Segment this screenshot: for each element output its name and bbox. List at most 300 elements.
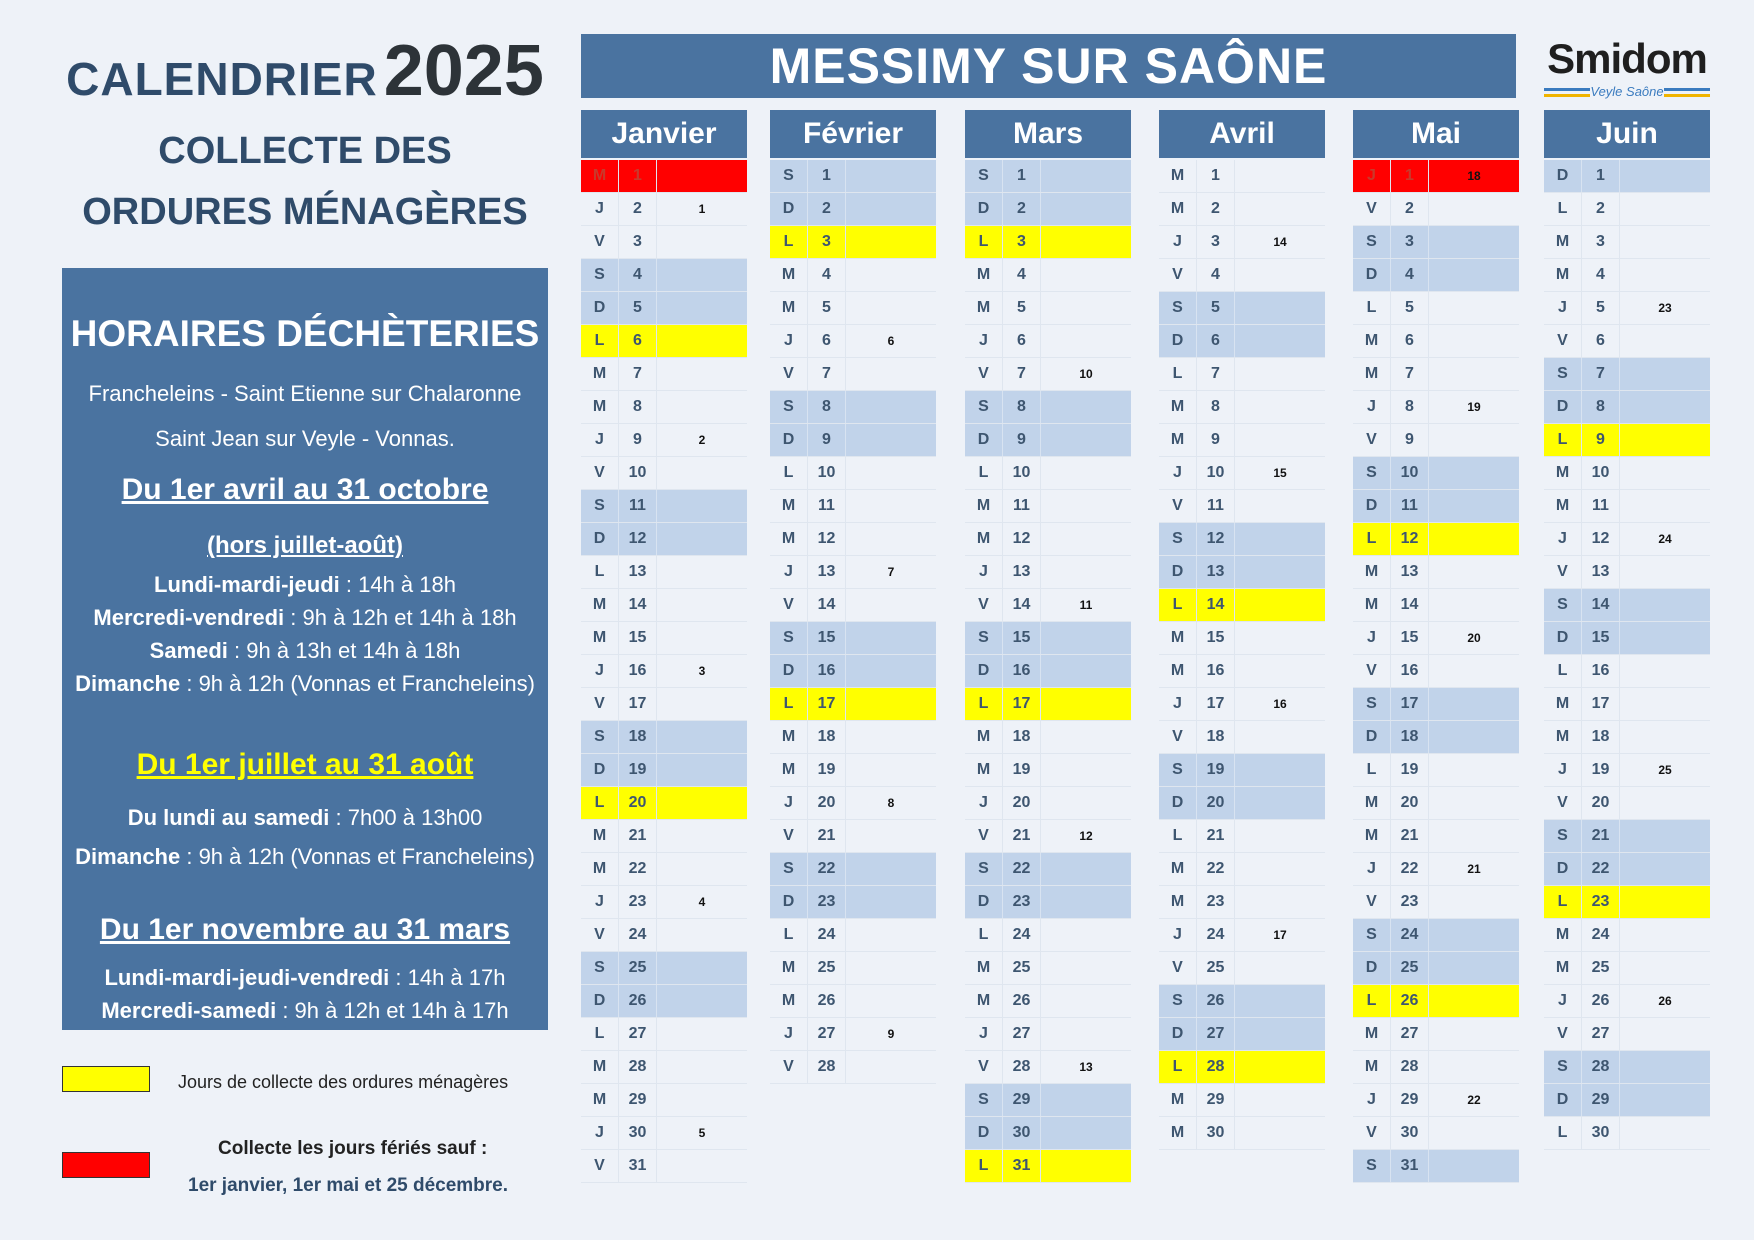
day-letter: S <box>770 622 808 654</box>
day-number: 20 <box>1582 787 1620 819</box>
day-row <box>581 820 747 853</box>
day-letter: J <box>1544 754 1582 786</box>
week-number: 7 <box>887 565 895 579</box>
week-number <box>1429 358 1519 390</box>
day-letter: L <box>581 556 619 588</box>
day-letter: L <box>1159 820 1197 852</box>
day-letter: J <box>770 325 808 357</box>
week-number <box>1041 160 1131 192</box>
day-row <box>1159 721 1325 754</box>
day-row <box>770 721 936 754</box>
day-row <box>965 787 1131 820</box>
week-number <box>1041 688 1131 720</box>
day-number: 12 <box>1003 523 1041 555</box>
day-row <box>1159 193 1325 226</box>
day-number: 18 <box>1003 721 1041 753</box>
period-1-title: Du 1er avril au 31 octobre <box>121 473 489 506</box>
day-letter: V <box>1353 886 1391 918</box>
week-number <box>657 490 747 522</box>
week-number <box>1041 754 1131 786</box>
day-row <box>1353 787 1519 820</box>
day-letter: V <box>1353 193 1391 225</box>
week-number <box>846 193 936 225</box>
day-number: 15 <box>1582 622 1620 654</box>
week-number: 11 <box>1079 598 1093 612</box>
day-row <box>1544 622 1710 655</box>
day-row <box>965 1051 1131 1084</box>
day-letter: M <box>770 952 808 984</box>
day-letter: J <box>965 325 1003 357</box>
day-row <box>581 919 747 952</box>
day-letter: D <box>1544 853 1582 885</box>
day-row <box>965 358 1131 391</box>
smidom-logo <box>1536 36 1718 106</box>
week-number <box>1620 1084 1710 1116</box>
day-number: 21 <box>619 820 657 852</box>
week-number <box>1429 259 1519 291</box>
day-row <box>1353 424 1519 457</box>
week-number <box>1235 325 1325 357</box>
day-number: 9 <box>619 424 657 456</box>
day-row <box>1544 985 1710 1018</box>
day-letter: M <box>965 523 1003 555</box>
day-row <box>770 952 936 985</box>
day-number: 15 <box>1003 622 1041 654</box>
day-row <box>965 160 1131 193</box>
day-number: 9 <box>1582 424 1620 456</box>
day-letter: V <box>581 226 619 258</box>
day-row <box>581 1051 747 1084</box>
schedule-value: : 14h à 18h <box>339 572 456 597</box>
week-number <box>1041 622 1131 654</box>
day-row <box>770 787 936 820</box>
week-number <box>1235 886 1325 918</box>
day-letter: L <box>1159 589 1197 621</box>
day-number: 2 <box>619 193 657 225</box>
day-row <box>1159 292 1325 325</box>
week-number <box>657 721 747 753</box>
day-number: 8 <box>808 391 846 423</box>
day-letter: V <box>1353 1117 1391 1149</box>
day-number: 1 <box>808 160 846 192</box>
week-number: 20 <box>1467 631 1481 645</box>
day-number: 2 <box>1197 193 1235 225</box>
day-row <box>770 358 936 391</box>
day-row <box>965 688 1131 721</box>
day-row <box>1159 358 1325 391</box>
day-number: 29 <box>619 1084 657 1116</box>
period-1-line <box>62 671 548 697</box>
week-number <box>1620 622 1710 654</box>
day-row <box>1353 1018 1519 1051</box>
day-number: 13 <box>1582 556 1620 588</box>
day-letter: J <box>1353 1084 1391 1116</box>
day-row <box>770 259 936 292</box>
day-row <box>1544 886 1710 919</box>
day-number: 22 <box>1197 853 1235 885</box>
day-number: 19 <box>1582 754 1620 786</box>
week-number <box>657 985 747 1017</box>
week-number <box>1235 1084 1325 1116</box>
day-number: 17 <box>1003 688 1041 720</box>
week-number: 5 <box>698 1126 706 1140</box>
day-row <box>770 523 936 556</box>
day-letter: D <box>965 655 1003 687</box>
day-number: 26 <box>1003 985 1041 1017</box>
day-row <box>1544 325 1710 358</box>
week-number <box>846 919 936 951</box>
day-row <box>770 820 936 853</box>
subtitle-line-1: COLLECTE DES <box>158 130 452 172</box>
day-letter: L <box>965 1150 1003 1182</box>
day-letter: V <box>770 1051 808 1083</box>
day-row <box>965 556 1131 589</box>
day-number: 6 <box>1197 325 1235 357</box>
schedule-label: Du lundi au samedi <box>127 805 330 830</box>
day-letter: D <box>1159 556 1197 588</box>
day-letter: M <box>770 292 808 324</box>
day-row <box>770 853 936 886</box>
day-letter: L <box>1544 424 1582 456</box>
week-number <box>846 754 936 786</box>
day-row <box>1159 556 1325 589</box>
day-number: 21 <box>1003 820 1041 852</box>
day-number: 18 <box>1582 721 1620 753</box>
day-number: 10 <box>808 457 846 489</box>
day-number: 9 <box>1391 424 1429 456</box>
week-number <box>657 160 747 192</box>
day-number: 19 <box>1003 754 1041 786</box>
week-number <box>1620 655 1710 687</box>
location-line-2: Saint Jean sur Veyle - Vonnas. <box>155 426 455 451</box>
day-number: 25 <box>1391 952 1429 984</box>
week-number <box>1429 490 1519 522</box>
day-row <box>1353 490 1519 523</box>
day-number: 28 <box>1197 1051 1235 1083</box>
week-number: 2 <box>698 433 706 447</box>
week-number <box>1235 655 1325 687</box>
day-number: 4 <box>1197 259 1235 291</box>
day-row <box>581 787 747 820</box>
week-number <box>1235 952 1325 984</box>
period-3-title: Du 1er novembre au 31 mars <box>99 913 511 946</box>
schedule-label: Mercredi-samedi <box>101 998 277 1023</box>
day-number: 25 <box>1582 952 1620 984</box>
day-letter: J <box>1353 160 1391 192</box>
week-number <box>1235 193 1325 225</box>
week-number <box>1429 1018 1519 1050</box>
day-letter: D <box>581 523 619 555</box>
schedule-value: : 7h00 à 13h00 <box>329 805 483 830</box>
week-number <box>1235 160 1325 192</box>
day-number: 28 <box>619 1051 657 1083</box>
day-number: 7 <box>1582 358 1620 390</box>
day-row <box>1353 754 1519 787</box>
day-letter: S <box>1353 226 1391 258</box>
day-row <box>770 424 936 457</box>
week-number <box>846 358 936 390</box>
day-number: 18 <box>808 721 846 753</box>
day-letter: V <box>1544 787 1582 819</box>
day-row <box>1353 556 1519 589</box>
day-number: 25 <box>619 952 657 984</box>
day-row <box>1544 952 1710 985</box>
day-number: 25 <box>808 952 846 984</box>
day-letter: J <box>1544 523 1582 555</box>
week-number <box>846 688 936 720</box>
week-number <box>1235 523 1325 555</box>
day-row <box>1353 886 1519 919</box>
day-number: 24 <box>619 919 657 951</box>
day-row <box>1353 292 1519 325</box>
week-number <box>1429 226 1519 258</box>
day-number: 5 <box>1582 292 1620 324</box>
hours-heading: HORAIRES DÉCHÈTERIES <box>70 313 540 354</box>
day-number: 26 <box>1582 985 1620 1017</box>
day-number: 21 <box>1391 820 1429 852</box>
day-row <box>965 457 1131 490</box>
day-number: 13 <box>808 556 846 588</box>
day-row <box>770 160 936 193</box>
day-row <box>1544 226 1710 259</box>
day-letter: M <box>1544 688 1582 720</box>
week-number <box>657 754 747 786</box>
day-row <box>1159 325 1325 358</box>
week-number <box>1235 1051 1325 1083</box>
day-letter: D <box>1544 160 1582 192</box>
week-number <box>657 1018 747 1050</box>
week-number <box>1041 919 1131 951</box>
day-row <box>1159 787 1325 820</box>
month-header: Janvier <box>581 110 747 158</box>
schedule-value: : 9h à 13h et 14h à 18h <box>227 638 461 663</box>
week-number <box>1620 358 1710 390</box>
week-number <box>1235 1018 1325 1050</box>
day-letter: M <box>770 754 808 786</box>
day-letter: M <box>581 391 619 423</box>
day-number: 11 <box>1391 490 1429 522</box>
week-number <box>657 325 747 357</box>
day-row <box>770 556 936 589</box>
day-letter: L <box>1159 358 1197 390</box>
day-row <box>965 1084 1131 1117</box>
week-number <box>657 853 747 885</box>
week-number <box>1620 325 1710 357</box>
day-number: 10 <box>1197 457 1235 489</box>
week-number <box>1429 193 1519 225</box>
week-number <box>1429 424 1519 456</box>
period-2-line <box>62 844 548 870</box>
day-row <box>1544 160 1710 193</box>
day-row <box>1159 952 1325 985</box>
day-letter: D <box>1159 1018 1197 1050</box>
day-row <box>1353 952 1519 985</box>
day-letter: S <box>770 853 808 885</box>
day-row <box>581 490 747 523</box>
week-number <box>657 391 747 423</box>
day-number: 17 <box>808 688 846 720</box>
day-letter: V <box>581 1150 619 1182</box>
day-number: 21 <box>1197 820 1235 852</box>
week-number <box>846 259 936 291</box>
day-number: 27 <box>1391 1018 1429 1050</box>
day-letter: S <box>581 259 619 291</box>
week-number <box>1620 226 1710 258</box>
day-letter: J <box>581 193 619 225</box>
week-number <box>1041 952 1131 984</box>
week-number <box>1235 985 1325 1017</box>
day-number: 29 <box>1003 1084 1041 1116</box>
day-number: 13 <box>1391 556 1429 588</box>
week-number <box>657 292 747 324</box>
day-number: 30 <box>1003 1117 1041 1149</box>
day-row <box>581 721 747 754</box>
day-letter: M <box>1353 325 1391 357</box>
day-letter: L <box>581 1018 619 1050</box>
day-row <box>1159 919 1325 952</box>
week-number <box>1620 952 1710 984</box>
day-row <box>581 391 747 424</box>
day-number: 7 <box>619 358 657 390</box>
day-number: 12 <box>619 523 657 555</box>
day-number: 21 <box>808 820 846 852</box>
week-number <box>657 787 747 819</box>
day-letter: J <box>581 655 619 687</box>
day-letter: V <box>965 1051 1003 1083</box>
day-number: 5 <box>1003 292 1041 324</box>
week-number <box>1429 1051 1519 1083</box>
day-letter: S <box>1544 820 1582 852</box>
day-number: 11 <box>1003 490 1041 522</box>
day-number: 27 <box>1582 1018 1620 1050</box>
day-number: 22 <box>808 853 846 885</box>
day-letter: S <box>1544 1051 1582 1083</box>
day-row <box>965 1018 1131 1051</box>
day-letter: D <box>965 193 1003 225</box>
week-number <box>1620 556 1710 588</box>
day-letter: M <box>1544 457 1582 489</box>
day-letter: J <box>581 424 619 456</box>
day-row <box>581 589 747 622</box>
calendar-title <box>0 30 610 112</box>
day-row <box>770 325 936 358</box>
day-row <box>581 1150 747 1183</box>
month-header: Février <box>770 110 936 158</box>
schedule-value: : 9h à 12h (Vonnas et Francheleins) <box>180 844 535 869</box>
schedule-label: Samedi <box>149 638 228 663</box>
day-number: 26 <box>1197 985 1235 1017</box>
day-number: 4 <box>808 259 846 291</box>
day-letter: J <box>965 787 1003 819</box>
day-number: 4 <box>1003 259 1041 291</box>
day-letter: S <box>965 391 1003 423</box>
day-number: 24 <box>1391 919 1429 951</box>
week-number <box>1620 193 1710 225</box>
day-number: 15 <box>1197 622 1235 654</box>
day-row <box>1353 391 1519 424</box>
day-number: 17 <box>1582 688 1620 720</box>
day-letter: L <box>581 325 619 357</box>
schedule-label: Dimanche <box>75 844 181 869</box>
day-number: 8 <box>1582 391 1620 423</box>
day-number: 13 <box>1197 556 1235 588</box>
day-number: 17 <box>1197 688 1235 720</box>
day-number: 3 <box>1391 226 1429 258</box>
week-number: 26 <box>1658 994 1672 1008</box>
day-row <box>770 688 936 721</box>
day-row <box>1544 424 1710 457</box>
day-number: 8 <box>619 391 657 423</box>
week-number <box>846 985 936 1017</box>
day-number: 18 <box>1197 721 1235 753</box>
day-row <box>770 985 936 1018</box>
period-1-line <box>62 638 548 664</box>
day-number: 19 <box>808 754 846 786</box>
day-letter: S <box>581 490 619 522</box>
day-letter: V <box>1159 721 1197 753</box>
day-row <box>1544 490 1710 523</box>
month-column <box>1544 110 1710 1150</box>
legend-red-subtitle: 1er janvier, 1er mai et 25 décembre. <box>188 1175 509 1196</box>
day-number: 16 <box>808 655 846 687</box>
day-number: 20 <box>619 787 657 819</box>
day-number: 11 <box>619 490 657 522</box>
day-number: 22 <box>1582 853 1620 885</box>
day-letter: J <box>1353 391 1391 423</box>
day-letter: M <box>1353 1051 1391 1083</box>
day-letter: M <box>1353 556 1391 588</box>
day-row <box>965 259 1131 292</box>
day-letter: D <box>1159 325 1197 357</box>
week-number <box>657 952 747 984</box>
week-number <box>846 226 936 258</box>
day-letter: L <box>1544 1117 1582 1149</box>
day-number: 25 <box>1003 952 1041 984</box>
week-number <box>1429 1117 1519 1149</box>
day-row <box>1544 1117 1710 1150</box>
day-row <box>1159 1018 1325 1051</box>
day-row <box>770 292 936 325</box>
day-letter: M <box>1544 259 1582 291</box>
day-number: 12 <box>1197 523 1235 555</box>
month-header: Mars <box>965 110 1131 158</box>
week-number: 17 <box>1273 928 1287 942</box>
day-row <box>1544 655 1710 688</box>
day-letter: V <box>1159 490 1197 522</box>
day-letter: V <box>581 688 619 720</box>
day-letter: D <box>1159 787 1197 819</box>
day-number: 16 <box>1003 655 1041 687</box>
day-row <box>1353 919 1519 952</box>
week-number: 19 <box>1467 400 1481 414</box>
day-number: 18 <box>619 721 657 753</box>
week-number: 15 <box>1273 466 1287 480</box>
day-row <box>965 952 1131 985</box>
day-number: 27 <box>808 1018 846 1050</box>
week-number <box>657 523 747 555</box>
day-row <box>581 622 747 655</box>
day-number: 4 <box>619 259 657 291</box>
day-row <box>1544 688 1710 721</box>
schedule-value: : 9h à 12h et 14h à 18h <box>284 605 517 630</box>
day-row <box>1544 457 1710 490</box>
logo-tagline: Veyle Saône <box>1590 84 1664 99</box>
day-number: 24 <box>808 919 846 951</box>
day-row <box>1544 1084 1710 1117</box>
month-header: Juin <box>1544 110 1710 158</box>
day-letter: S <box>1353 457 1391 489</box>
day-letter: M <box>770 259 808 291</box>
